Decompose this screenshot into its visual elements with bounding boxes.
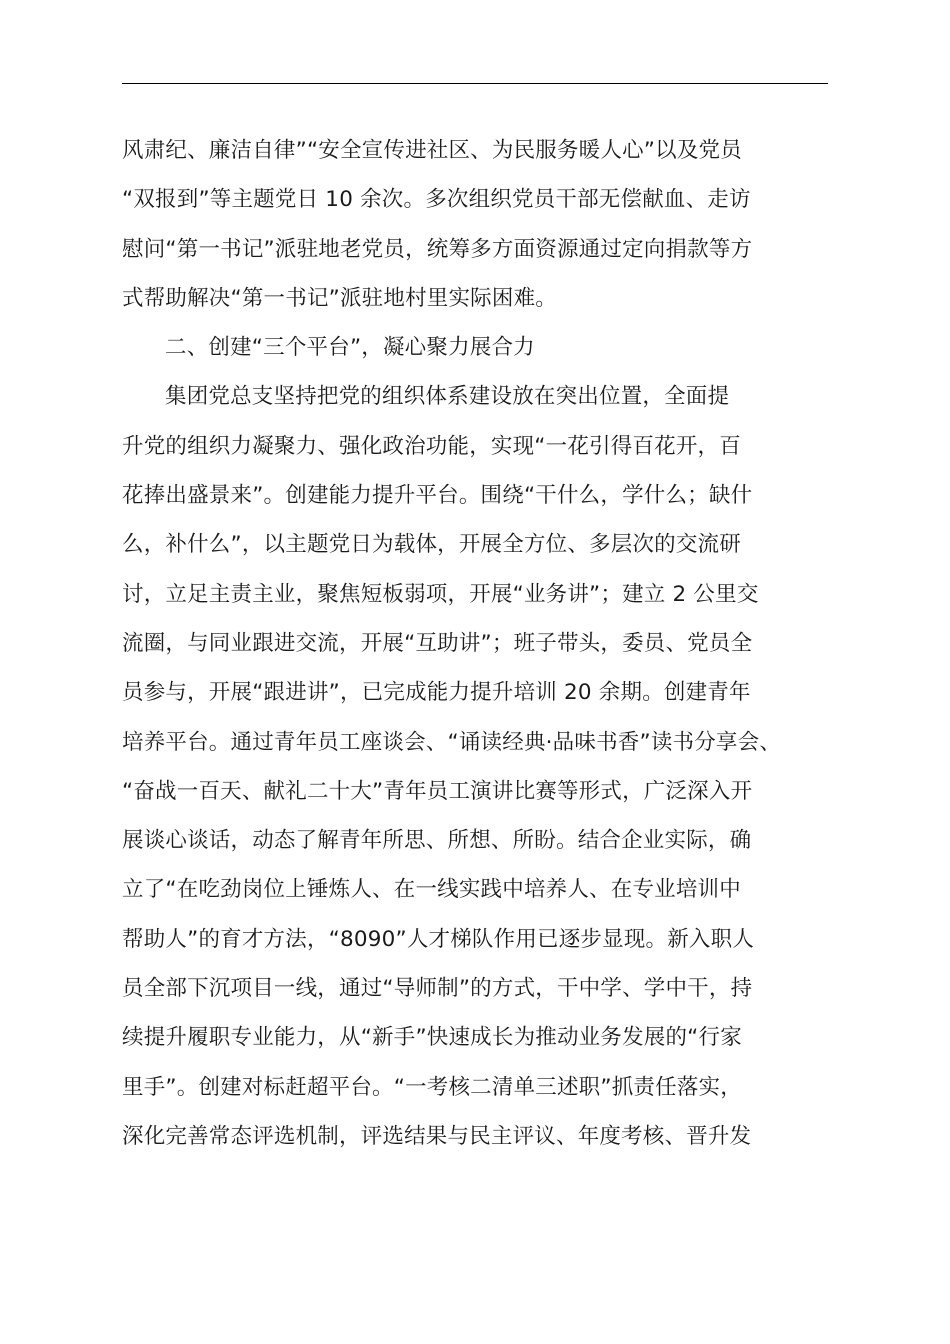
text-line: 集团党总支坚持把党的组织体系建设放在突出位置，全面提 [165, 384, 730, 410]
text-line: 立了“在吃劲岗位上锤炼人、在一线实践中培养人、在专业培训中 [122, 877, 741, 903]
header-rule [122, 83, 828, 84]
text-line: 流圈，与同业跟进交流，开展“互助讲”；班子带头，委员、党员全 [122, 630, 753, 656]
continued-paragraph [122, 126, 842, 323]
text-line: 深化完善常态评选机制，评选结果与民主评议、年度考核、晋升发 [122, 1123, 752, 1149]
text-line: 培养平台。通过青年员工座谈会、“诵读经典·品味书香”读书分享会、 [122, 729, 782, 755]
text-line: “双报到”等主题党日 10 余次。多次组织党员干部无偿献血、走访 [122, 187, 751, 213]
text-line: 续提升履职专业能力，从“新手”快速成长为推动业务发展的“行家 [122, 1025, 742, 1051]
document-body [122, 126, 842, 1161]
text-line: “奋战一百天、献礼二十大”青年员工演讲比赛等形式，广泛深入开 [122, 778, 753, 804]
text-line: 升党的组织力凝聚力、强化政治功能，实现“一花引得百花开，百 [122, 433, 741, 459]
text-line: 风肃纪、廉洁自律”“安全宣传进社区、为民服务暖人心”以及党员 [122, 138, 742, 163]
text-line: 慰问“第一书记”派驻地老党员，统筹多方面资源通过定向捐款等方 [122, 236, 753, 262]
text-line: 花捧出盛景来”。创建能力提升平台。围绕“干什么，学什么；缺什 [122, 483, 753, 509]
text-line: 讨，立足主责主业，聚焦短板弱项，开展“业务讲”；建立 2 公里交 [122, 581, 759, 607]
text-line: 员参与，开展“跟进讲”，已完成能力提升培训 20 余期。创建青年 [122, 680, 751, 706]
text-line: 式帮助解决“第一书记”派驻地村里实际困难。 [122, 285, 557, 311]
text-line: 么，补什么”，以主题党日为载体，开展全方位、多层次的交流研 [122, 532, 741, 558]
text-line: 里手”。创建对标赶超平台。“一考核二清单三述职”抓责任落实， [122, 1074, 742, 1100]
text-line: 展谈心谈话，动态了解青年所思、所想、所盼。结合企业实际，确 [122, 828, 752, 854]
text-line: 员全部下沉项目一线，通过“导师制”的方式，干中学、学中干，持 [122, 976, 753, 1002]
text-line: 帮助人”的育才方法，“8090”人才梯队作用已逐步显现。新入职人 [122, 926, 755, 952]
section-heading: 二、创建“三个平台”，凝心聚力展合力 [165, 335, 535, 361]
main-paragraph [122, 372, 842, 1161]
